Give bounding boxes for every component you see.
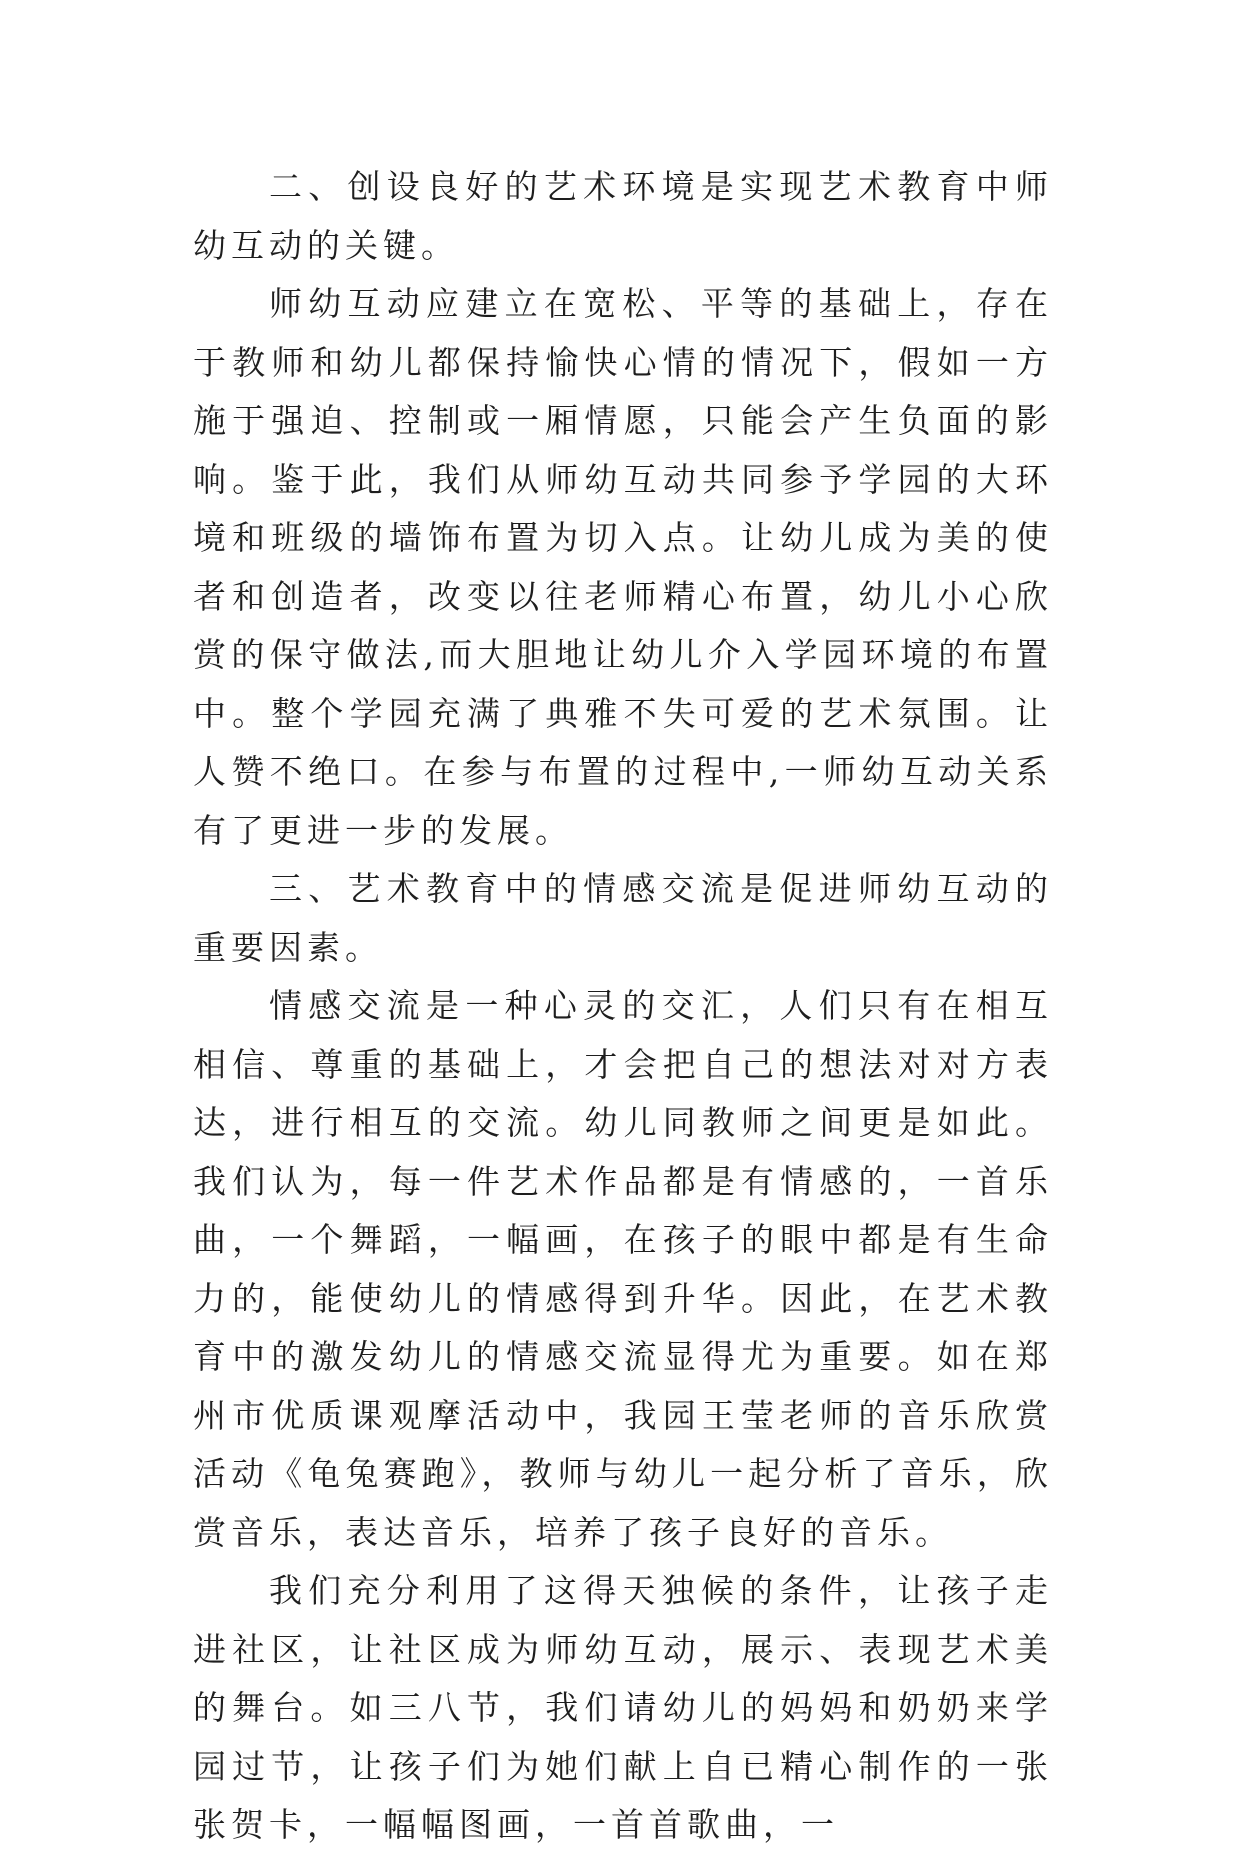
document-body [193,158,1053,1855]
body-paragraph: 我们充分利用了这得天独候的条件，让孩子走进社区，让社区成为师幼互动，展示、表现艺术美的舞台。如三八节，我们请幼儿的妈妈和奶奶来学园过节，让孩子们为她们献上自已精心制作的一张张贺卡，一幅幅图画，一首首歌曲，一 [193,1571,1053,1844]
body-paragraph: 师幼互动应建立在宽松、平等的基础上，存在于教师和幼儿都保持愉快心情的情况下，假如一方施于强迫、控制或一厢情愿，只能会产生负面的影响。鉴于此，我们从师幼互动共同参予学园的大环境和班级的墙饰布置为切入点。让幼儿成为美的使者和创造者，改变以往老师精心布置，幼儿小心欣赏的保守做法,而大胆地让幼儿介入学园环境的布置中。整个学园充满了典雅不失可爱的艺术氛围。让人赞不绝口。在参与布置的过程中,一师幼互动关系有了更进一步的发展。 [193,284,1053,850]
section-heading-2: 二、创设良好的艺术环境是实现艺术教育中师幼互动的关键。 [193,167,1053,265]
body-paragraph: 情感交流是一种心灵的交汇，人们只有在相互相信、尊重的基础上，才会把自己的想法对对方表达，进行相互的交流。幼儿同教师之间更是如此。我们认为，每一件艺术作品都是有情感的，一首乐曲，一个舞蹈，一幅画，在孩子的眼中都是有生命力的，能使幼儿的情感得到升华。因此，在艺术教育中的激发幼儿的情感交流显得尤为重要。如在郑州市优质课观摩活动中，我园王莹老师的音乐欣赏活动《龟兔赛跑》，教师与幼儿一起分析了音乐，欣赏音乐，表达音乐，培养了孩子良好的音乐。 [193,986,1053,1552]
section-heading-3: 三、艺术教育中的情感交流是促进师幼互动的重要因素。 [193,869,1053,967]
